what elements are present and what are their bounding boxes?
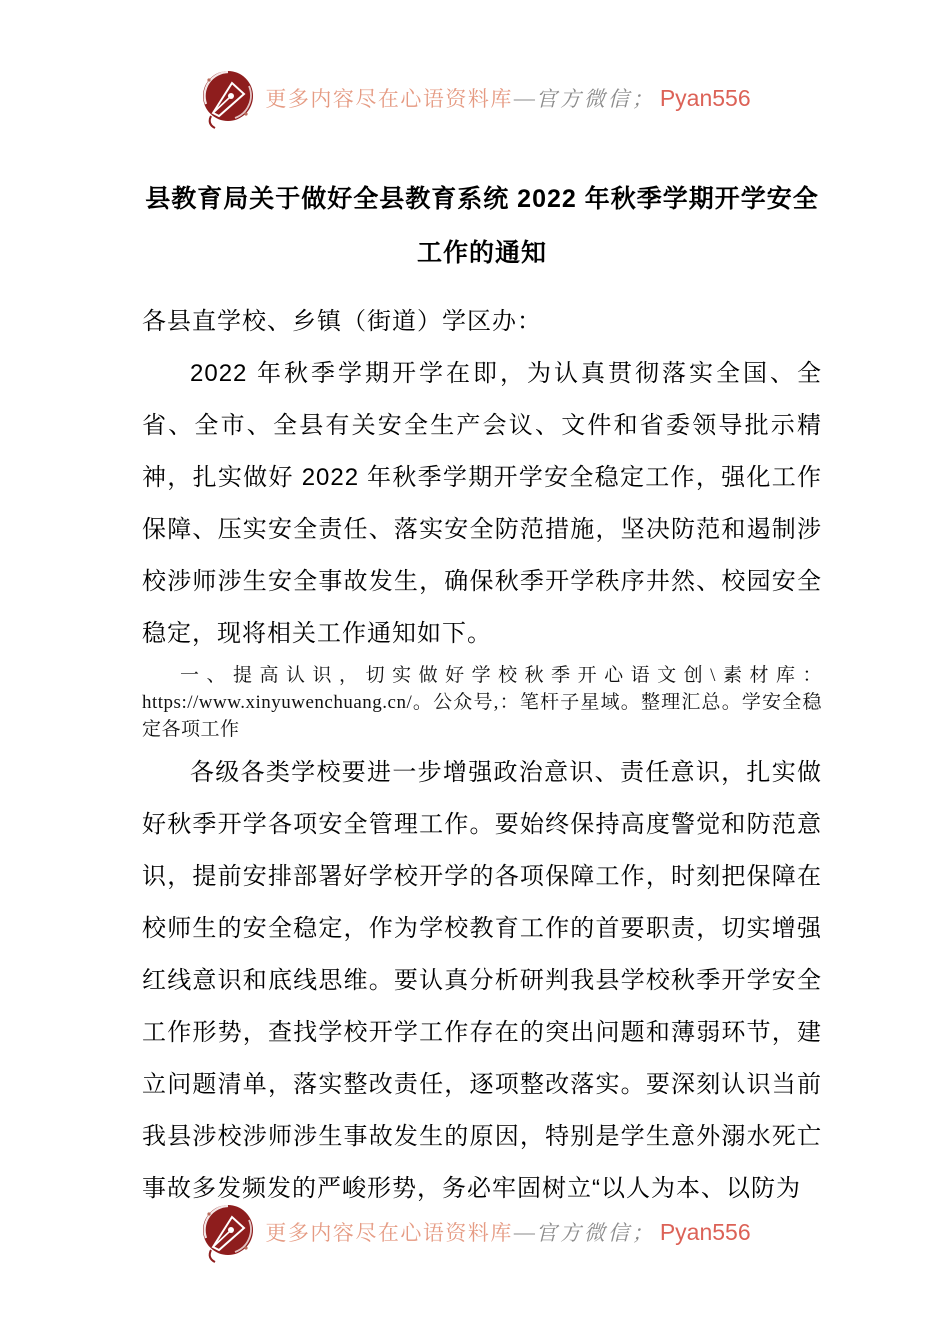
watermark-label: 官方微信；: [535, 1221, 656, 1245]
footer-watermark: [0, 1200, 950, 1264]
watermark-dash: —: [513, 85, 535, 110]
opening-paragraph: 2022 年秋季学期开学在即，为认真贯彻落实全国、全省、全市、全县有关安全生产会议、文件和省委领导批示精神，扎实做好 2022 年秋季学期开学安全稳定工作，强化工作保障、压实安全责任、落实安全防范措施，坚决防范和遏制涉校涉师涉生安全事故发生，确保秋季开学秩序井然、校园安全稳定，现将相关工作通知如下。: [142, 360, 822, 647]
header-watermark: [0, 66, 950, 130]
document-content: [142, 172, 822, 1215]
pen-logo-icon: [199, 66, 257, 130]
watermark-label: 官方微信；: [535, 87, 656, 111]
watermark-dash: —: [513, 1219, 535, 1244]
watermark-insert-text: 一、提高认识，切实做好学校秋季开心语文创\素材库：https://www.xinyuwenchuang.cn/。公众号,：笔杆子星域。整理汇总。学安全稳定各项工作: [142, 665, 822, 740]
watermark-text: 更多内容尽在心语资料库: [265, 1221, 513, 1245]
wechat-id: Pyan556: [659, 1218, 751, 1245]
wechat-id: Pyan556: [659, 84, 751, 111]
document-title: 县教育局关于做好全县教育系统 2022 年秋季学期开学安全工作的通知: [145, 185, 819, 267]
pen-logo-icon: [199, 1200, 257, 1264]
salutation-line: 各县直学校、乡镇（街道）学区办：: [142, 308, 542, 335]
body-paragraph: 各级各类学校要进一步增强政治意识、责任意识，扎实做好秋季开学各项安全管理工作。要始终保持高度警觉和防范意识，提前安排部署好学校开学的各项保障工作，时刻把保障在校师生的安全稳定，作为学校教育工作的首要职责，切实增强红线意识和底线思维。要认真分析研判我县学校秋季开学安全工作形势，查找学校开学工作存在的突出问题和薄弱环节，建立问题清单，落实整改责任，逐项整改落实。要深刻认识当前我县涉校涉师涉生事故发生的原因，特别是学生意外溺水死亡事故多发频发的严峻形势，务必牢固树立“以人为本、以防为: [142, 759, 822, 1202]
watermark-text: 更多内容尽在心语资料库: [265, 87, 513, 111]
